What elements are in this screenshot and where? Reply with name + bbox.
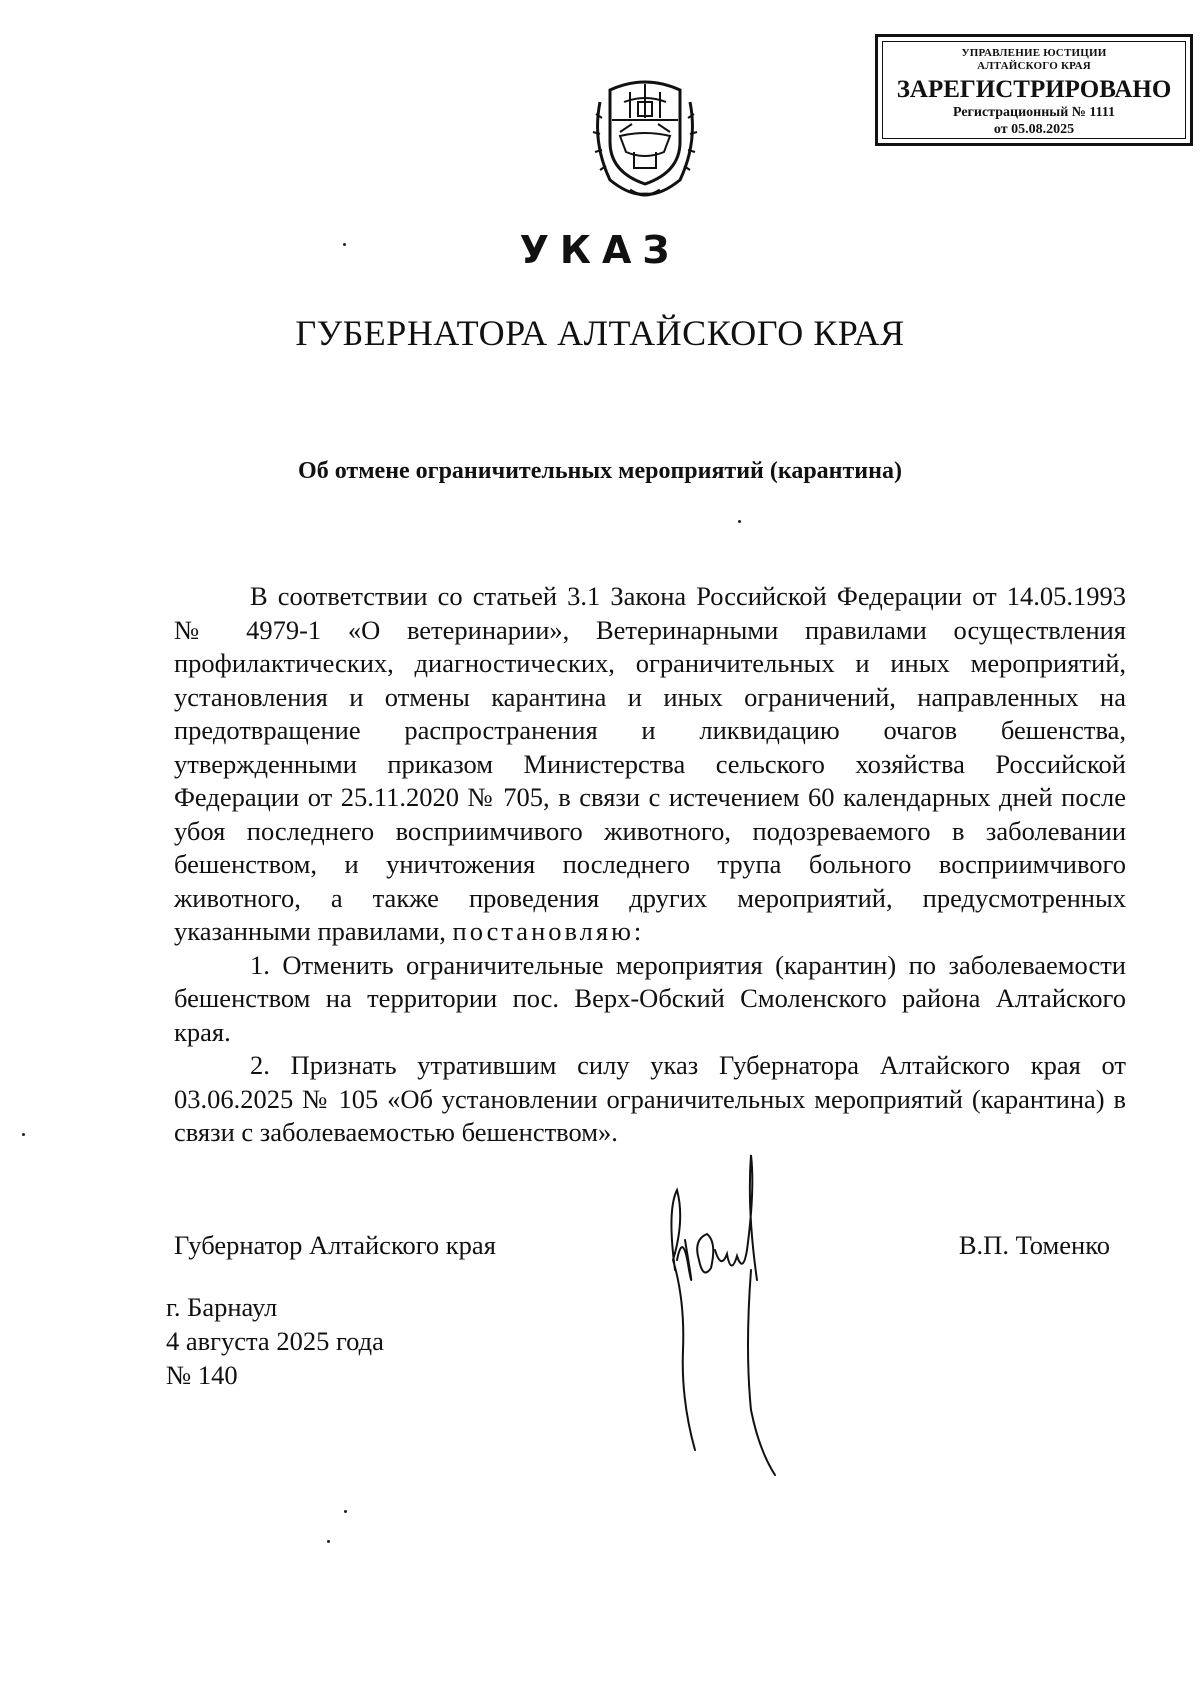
document-subject: Об отмене ограничительных мероприятий (карантина)	[298, 458, 902, 484]
resolve-word: постановляю:	[452, 916, 645, 946]
signatory-name: В.П. Томенко	[958, 1230, 1110, 1260]
handwritten-signature-icon	[655, 1150, 785, 1480]
stamp-reg-date: от 05.08.2025	[993, 122, 1075, 137]
signing-date: 4 августа 2025 года	[166, 1326, 384, 1356]
registration-stamp	[875, 34, 1193, 146]
preamble-text: В соответствии со статьей 3.1 Закона Российской Федерации от 14.05.1993 № 4979-1 «О ветеринарии», Ветеринарными правилами осуществления профилактических, диагностических, ограничительных и иных мероприятий, установления и отмены карантина и иных ограничений, направленных на предотвращение распространения и ликвидацию очагов бешенства, утвержденными приказом Министерства сельского хозяйства Российской Федерации от 25.11.2020 № 705, в связи с истечением 60 календарных дней после убоя последнего восприимчивого животного, подозреваемого в заболевании бешенством, и уничтожения последнего трупа больного восприимчивого животного, а также проведения других мероприятий, предусмотренных указанными правилами,	[174, 581, 1126, 946]
scan-speck	[738, 520, 741, 523]
stamp-reg-number: Регистрационный № 1111	[952, 105, 1116, 120]
stamp-inner-frame	[882, 41, 1186, 139]
city: г. Барнаул	[166, 1292, 278, 1322]
scan-speck	[22, 1133, 25, 1136]
item-1: 1. Отменить ограничительные мероприятия (карантин) по заболеваемости бешенством на территории пос. Верх-Обский Смоленского района Алтайского края.	[174, 949, 1126, 1047]
stamp-org-line2: АЛТАЙСКОГО КРАЯ	[977, 60, 1091, 72]
preamble-paragraph	[174, 580, 1126, 949]
signatory-position: Губернатор Алтайского края	[174, 1230, 496, 1260]
document-body	[174, 580, 1126, 1150]
scan-speck	[344, 1510, 347, 1513]
stamp-organization	[883, 47, 1185, 73]
document-type-title: УКАЗ	[519, 228, 681, 272]
scan-speck	[327, 1540, 330, 1543]
issuer-title: ГУБЕРНАТОРА АЛТАЙСКОГО КРАЯ	[295, 313, 905, 353]
coat-of-arms-icon	[590, 72, 700, 200]
document-number: № 140	[166, 1360, 238, 1390]
item-2: 2. Признать утратившим силу указ Губернатора Алтайского края от 03.06.2025 № 105 «Об установлении ограничительных мероприятий (карантина) в связи с заболеваемостью бешенством».	[174, 1050, 1126, 1147]
scan-speck	[343, 243, 346, 246]
stamp-org-line1: УПРАВЛЕНИЕ ЮСТИЦИИ	[961, 47, 1107, 59]
stamp-status: ЗАРЕГИСТРИРОВАНО	[896, 76, 1172, 103]
document-place-date	[166, 1290, 384, 1392]
